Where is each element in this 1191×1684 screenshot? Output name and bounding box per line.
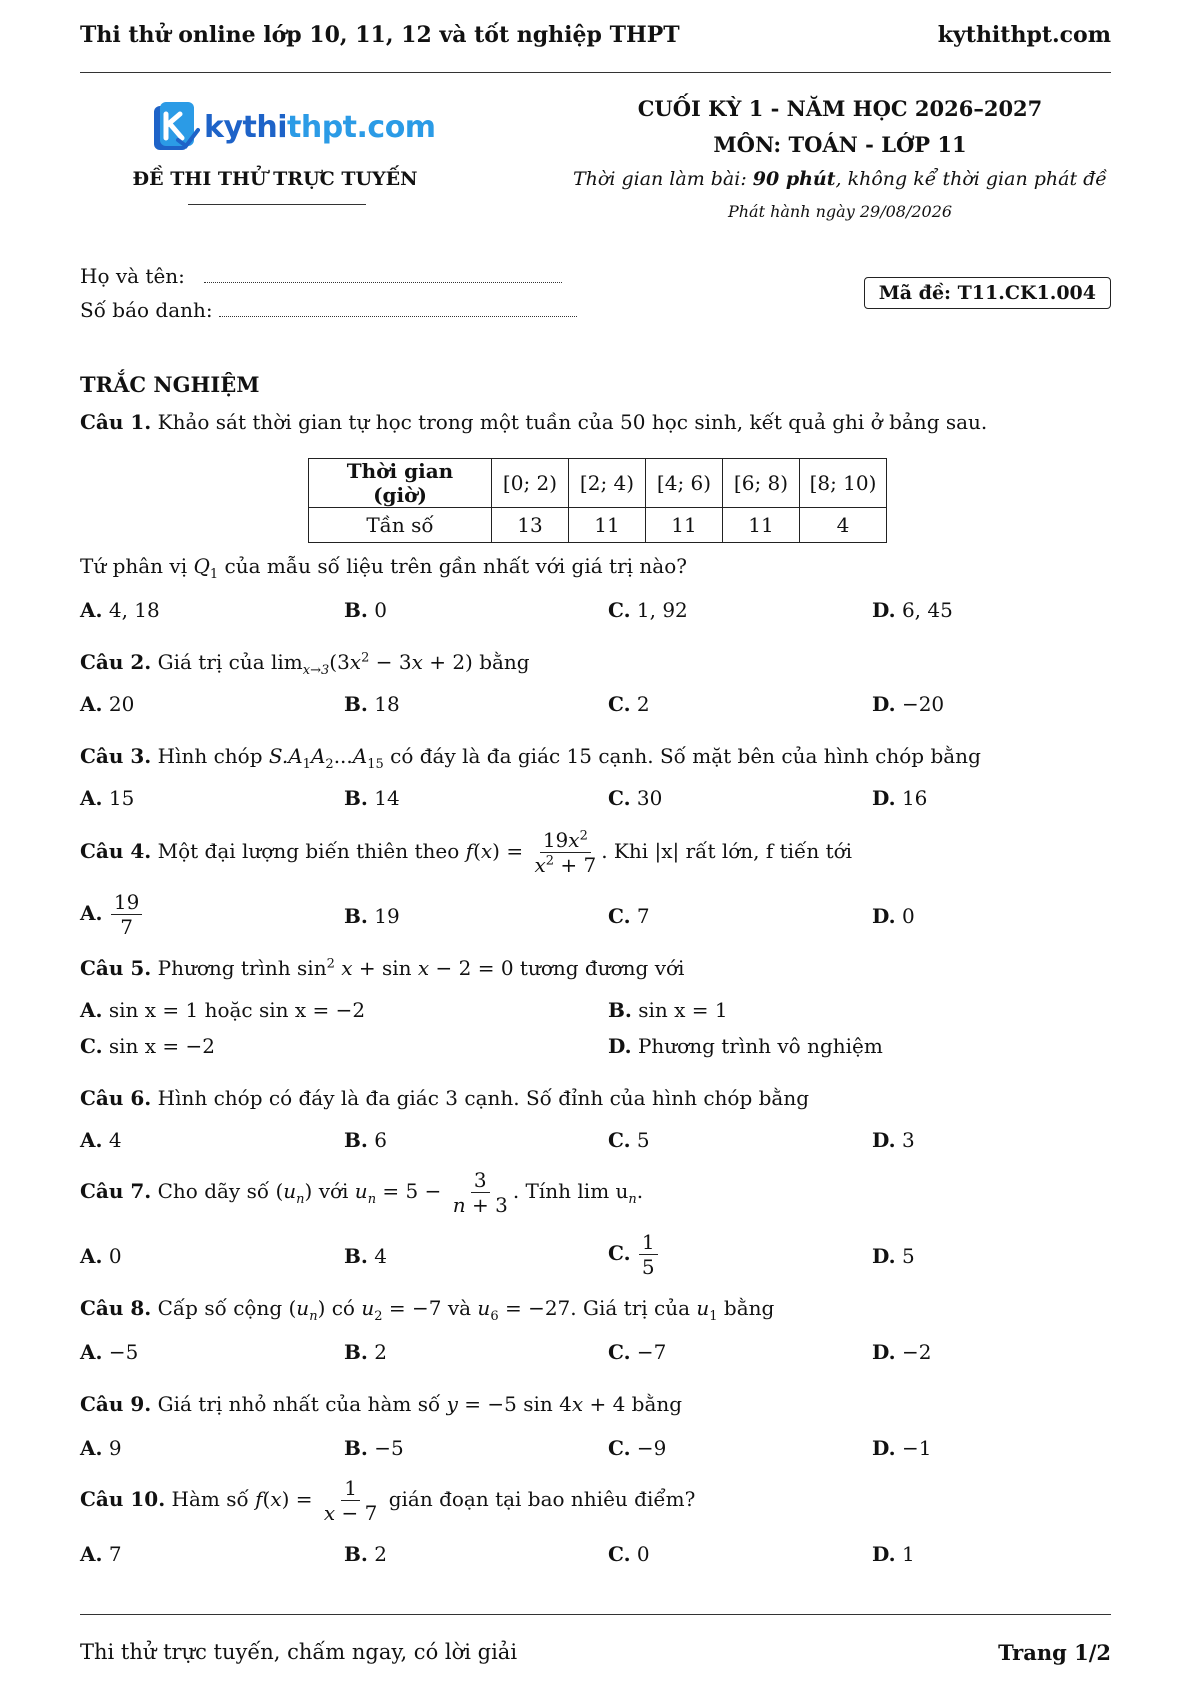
- q6-option-d[interactable]: D. 3: [872, 1128, 915, 1152]
- q4-option-d[interactable]: D. 0: [872, 904, 915, 928]
- q3-option-b[interactable]: B. 14: [344, 786, 400, 810]
- table-head-row: [309, 459, 887, 508]
- question-1: [80, 410, 1111, 434]
- q8-pre: Cấp số cộng: [157, 1296, 289, 1320]
- table-cell: Tần số: [309, 508, 492, 543]
- page-header: [80, 22, 1111, 54]
- q2-option-a[interactable]: A. 20: [80, 692, 135, 716]
- q5-option-d[interactable]: D. Phương trình vô nghiệm: [608, 1034, 883, 1058]
- table-cell: [2; 4): [569, 459, 646, 508]
- section-title: TRẮC NGHIỆM: [80, 372, 260, 397]
- q6-option-c[interactable]: C. 5: [608, 1128, 650, 1152]
- q3-option-c[interactable]: C. 30: [608, 786, 663, 810]
- q8-option-b[interactable]: B. 2: [344, 1340, 387, 1364]
- q2-label: Câu 2.: [80, 650, 152, 674]
- q4-label: Câu 4.: [80, 839, 152, 863]
- table-cell: Thời gian (giờ): [309, 459, 492, 508]
- table-cell: 4: [800, 508, 887, 543]
- q4-option-a[interactable]: A. $\frac{19}{7}$: [80, 890, 144, 939]
- id-blank: [219, 302, 577, 317]
- site-logo: [152, 100, 436, 154]
- q2-option-d[interactable]: D. −20: [872, 692, 945, 716]
- q10-label: Câu 10.: [80, 1487, 166, 1511]
- header-title: Thi thử online lớp 10, 11, 12 và tốt nghiệp THPT: [80, 22, 680, 48]
- q4-pre: Một đại lượng biến thiên theo: [157, 839, 466, 863]
- q9-label: Câu 9.: [80, 1392, 152, 1416]
- q4-post: . Khi |x| rất lớn, f tiến tới: [601, 839, 853, 863]
- question-5: Câu 5. Phương trình $\sin^2 x + \sin x - 2 = 0$ tương đương với: [80, 956, 685, 980]
- q8-label: Câu 8.: [80, 1296, 152, 1320]
- release-date: Phát hành ngày 29/08/2026: [727, 202, 953, 221]
- q8-option-d[interactable]: D. −2: [872, 1340, 932, 1364]
- q7-option-c[interactable]: C. $\frac{1}{5}$: [608, 1230, 660, 1279]
- frequency-table: [308, 458, 887, 543]
- question-7: Câu 7. Cho dãy số $(u_n)$ với $u_n = 5$ − $\frac{3}{n + 3}$ . Tính $\lim u_n$.: [80, 1168, 644, 1217]
- q2-post: bằng: [472, 650, 530, 674]
- logo-icon: [152, 100, 200, 154]
- q1-ask-post: của mẫu số liệu trên gần nhất với giá trị nào?: [218, 554, 687, 578]
- q6-option-a[interactable]: A. 4: [80, 1128, 122, 1152]
- q9-option-a[interactable]: A. 9: [80, 1436, 122, 1460]
- q1-option-d[interactable]: D. 6, 45: [872, 598, 953, 622]
- logo-wordmark: [204, 110, 436, 145]
- table-cell: 11: [646, 508, 723, 543]
- q5-option-b[interactable]: B. sin x = 1: [608, 998, 728, 1022]
- q3-option-a[interactable]: A. 15: [80, 786, 135, 810]
- q3-pre: Hình chóp: [157, 744, 269, 768]
- question-4: Câu 4. Một đại lượng biến thiên theo f(x) = $\frac{19x^2}{x^2 + 7}$ . Khi |x| rất lớn, f tiến tới: [80, 828, 853, 877]
- q7-pre: Cho dãy số: [157, 1179, 276, 1203]
- q2-option-c[interactable]: C. 2: [608, 692, 650, 716]
- question-8: Câu 8. Cấp số cộng $(u_n)$ có $u_2 = -7$ và $u_6 = -27$. Giá trị của $u_1$ bằng: [80, 1296, 775, 1324]
- q10-option-b[interactable]: B. 2: [344, 1542, 387, 1566]
- q5-option-a[interactable]: A. sin x = 1 hoặc sin x = −2: [80, 998, 366, 1022]
- logo-text-a: kythi: [204, 109, 287, 145]
- question-2: Câu 2. Giá trị của $\lim_{x\to 3}(3x^2 - 3x + 2)$ bằng: [80, 650, 530, 678]
- name-label: Họ và tên:: [80, 264, 185, 288]
- exam-time: [550, 168, 1130, 190]
- q5-post: tương đương với: [513, 956, 685, 980]
- q3-label: Câu 3.: [80, 744, 152, 768]
- q6-label: Câu 6.: [80, 1086, 152, 1110]
- table-cell: 13: [492, 508, 569, 543]
- q8-end: bằng: [717, 1296, 775, 1320]
- q9-pre: Giá trị nhỏ nhất của hàm số: [157, 1392, 447, 1416]
- exam-subject: MÔN: TOÁN - LỚP 11: [713, 132, 967, 157]
- q10-option-a[interactable]: A. 7: [80, 1542, 122, 1566]
- q6-text: Hình chóp có đáy là đa giác 3 cạnh. Số đỉnh của hình chóp bằng: [157, 1086, 810, 1110]
- q4-option-c[interactable]: C. 7: [608, 904, 650, 928]
- q8-option-a[interactable]: A. −5: [80, 1340, 139, 1364]
- q7-option-a[interactable]: A. 0: [80, 1244, 122, 1268]
- q7-option-b[interactable]: B. 4: [344, 1244, 387, 1268]
- id-line: [80, 298, 577, 322]
- q9-option-c[interactable]: C. −9: [608, 1436, 667, 1460]
- name-blank: [204, 268, 562, 283]
- footer-rule: [80, 1614, 1111, 1615]
- exam-page: [80, 0, 1111, 1684]
- q7-label: Câu 7.: [80, 1179, 152, 1203]
- exam-term: CUỐI KỲ 1 - NĂM HỌC 2026–2027: [637, 96, 1043, 121]
- subtitle-rule: [188, 204, 366, 205]
- table-cell: 11: [723, 508, 800, 543]
- q5-option-c[interactable]: C. sin x = −2: [80, 1034, 216, 1058]
- q8-mid2: và: [441, 1296, 478, 1320]
- time-pre: Thời gian làm bài:: [572, 168, 753, 190]
- q7-post: . Tính lim u: [512, 1179, 629, 1203]
- table-cell: [8; 10): [800, 459, 887, 508]
- table-cell: [0; 2): [492, 459, 569, 508]
- q6-option-b[interactable]: B. 6: [344, 1128, 387, 1152]
- q10-option-d[interactable]: D. 1: [872, 1542, 915, 1566]
- q8-option-c[interactable]: C. −7: [608, 1340, 667, 1364]
- table-cell: 11: [569, 508, 646, 543]
- q2-pre: Giá trị của: [157, 650, 271, 674]
- q1-option-b[interactable]: B. 0: [344, 598, 387, 622]
- table-cell: [6; 8): [723, 459, 800, 508]
- q10-pre: Hàm số: [171, 1487, 256, 1511]
- q5-label: Câu 5.: [80, 956, 152, 980]
- q8-post: . Giá trị của: [570, 1296, 697, 1320]
- q9-option-b[interactable]: B. −5: [344, 1436, 404, 1460]
- q9-post: bằng: [625, 1392, 683, 1416]
- q3-post: có đáy là đa giác 15 cạnh. Số mặt bên của hình chóp bằng: [383, 744, 981, 768]
- question-1-ask: Tứ phân vị $Q_1$ của mẫu số liệu trên gần nhất với giá trị nào?: [80, 554, 687, 582]
- exam-code-box: Mã đề: T11.CK1.004: [864, 277, 1111, 309]
- logo-text-b: thpt.com: [287, 109, 436, 145]
- table-cell: [4; 6): [646, 459, 723, 508]
- q4-option-b[interactable]: B. 19: [344, 904, 400, 928]
- id-label: Số báo danh:: [80, 298, 213, 322]
- page-number: Trang 1/2: [998, 1640, 1111, 1665]
- q9-option-d[interactable]: D. −1: [872, 1436, 932, 1460]
- header-rule: [80, 72, 1111, 73]
- q2-option-b[interactable]: B. 18: [344, 692, 400, 716]
- q7-option-d[interactable]: D. 5: [872, 1244, 915, 1268]
- q1-text: Khảo sát thời gian tự học trong một tuần của 50 học sinh, kết quả ghi ở bảng sau.: [157, 410, 988, 434]
- time-value: 90 phút: [752, 168, 836, 190]
- table-data-row: [309, 508, 887, 543]
- q10-post: gián đoạn tại bao nhiêu điểm?: [382, 1487, 696, 1511]
- q5-pre: Phương trình: [157, 956, 298, 980]
- header-site: kythithpt.com: [937, 22, 1111, 48]
- q10-option-c[interactable]: C. 0: [608, 1542, 650, 1566]
- q1-option-a[interactable]: A. 4, 18: [80, 598, 160, 622]
- q1-ask-pre: Tứ phân vị: [80, 554, 194, 578]
- q1-label: Câu 1.: [80, 410, 152, 434]
- page-footer: [80, 1640, 1111, 1665]
- footer-tagline: Thi thử trực tuyến, chấm ngay, có lời giải: [80, 1640, 518, 1664]
- question-9: Câu 9. Giá trị nhỏ nhất của hàm số y = −5 sin 4x + 4 bằng: [80, 1392, 683, 1416]
- exam-subtitle: ĐỀ THI THỬ TRỰC TUYẾN: [132, 168, 418, 190]
- name-line: [80, 264, 562, 288]
- question-3: Câu 3. Hình chóp $S.A_1A_2...A_{15}$ có đáy là đa giác 15 cạnh. Số mặt bên của hình chóp bằng: [80, 744, 981, 772]
- q1-option-c[interactable]: C. 1, 92: [608, 598, 688, 622]
- q8-mid1: có: [325, 1296, 362, 1320]
- q3-option-d[interactable]: D. 16: [872, 786, 928, 810]
- question-10: Câu 10. Hàm số f(x) = $\frac{1}{x - 7}$ gián đoạn tại bao nhiêu điểm?: [80, 1476, 696, 1525]
- question-6: [80, 1086, 1111, 1110]
- time-post: , không kể thời gian phát đề: [835, 168, 1107, 190]
- q7-mid: với: [312, 1179, 355, 1203]
